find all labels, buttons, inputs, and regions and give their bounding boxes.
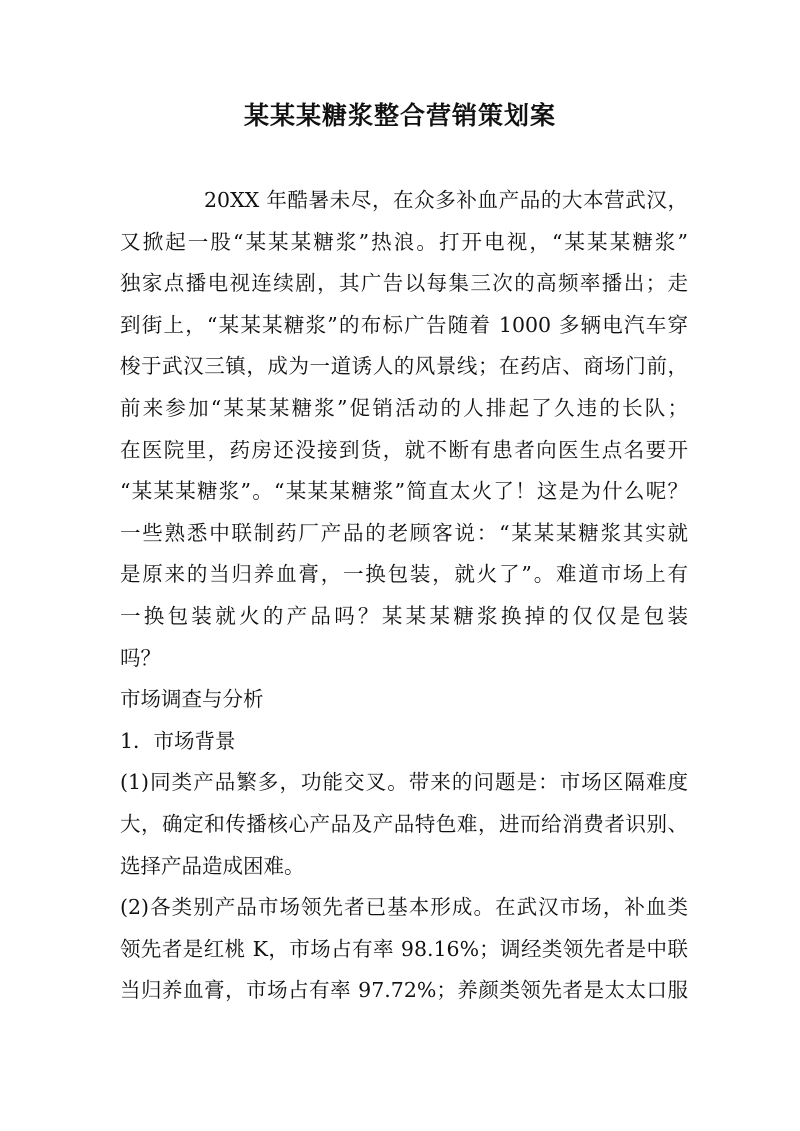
text-line: 吗？: [120, 645, 161, 670]
text-line: 领先者是红桃 K，市场占有率 98.16%；调经类领先者是中联: [120, 936, 688, 961]
subsection-heading-text: 1．市场背景: [120, 728, 236, 753]
text-line: 前来参加“某某某糖浆”促销活动的人排起了久违的长队；: [120, 395, 688, 420]
text-line: 大，确定和传播核心产品及产品特色难，进而给消费者识别、: [120, 811, 688, 836]
text-line: (1)同类产品繁多，功能交叉。带来的问题是：市场区隔难度: [120, 770, 688, 795]
subsection-heading: [120, 721, 688, 763]
point-2-paragraph: [120, 887, 688, 1012]
text-line: 又掀起一股“某某某糖浆”热浪。打开电视，“某某某糖浆”: [120, 229, 688, 254]
text-line: 一换包装就火的产品吗？某某某糖浆换掉的仅仅是包装: [120, 603, 688, 628]
text-line: 在医院里，药房还没接到货，就不断有患者向医生点名要开: [120, 437, 688, 462]
text-line: 当归养血膏，市场占有率 97.72%；养颜类领先者是太太口服: [120, 978, 688, 1003]
point-1-paragraph: [120, 762, 688, 887]
text-line: “某某某糖浆”。“某某某糖浆”简直太火了！这是为什么呢？: [120, 479, 688, 504]
document-title: 某某某糖浆整合营销策划案: [243, 101, 556, 130]
text-line: 到街上，“某某某糖浆”的布标广告随着 1000 多辆电汽车穿: [120, 312, 688, 337]
section-heading: [120, 679, 688, 721]
text-line: 梭于武汉三镇，成为一道诱人的风景线；在药店、商场门前，: [120, 354, 688, 379]
text-line: 20XX 年酷暑未尽，在众多补血产品的大本营武汉，: [204, 188, 688, 212]
text-line: 独家点播电视连续剧，其广告以每集三次的高频率播出；走: [120, 271, 688, 296]
document-body: [120, 180, 688, 1012]
text-line: 一些熟悉中联制药厂产品的老顾客说：“某某某糖浆其实就: [120, 520, 688, 545]
text-line: 选择产品造成困难。: [120, 853, 305, 878]
section-heading-text: 市场调查与分析: [120, 687, 264, 712]
text-line: (2)各类别产品市场领先者已基本形成。在武汉市场，补血类: [120, 895, 688, 920]
intro-paragraph: [120, 180, 688, 679]
text-line: 是原来的当归养血膏，一换包装，就火了”。难道市场上有: [120, 562, 688, 587]
